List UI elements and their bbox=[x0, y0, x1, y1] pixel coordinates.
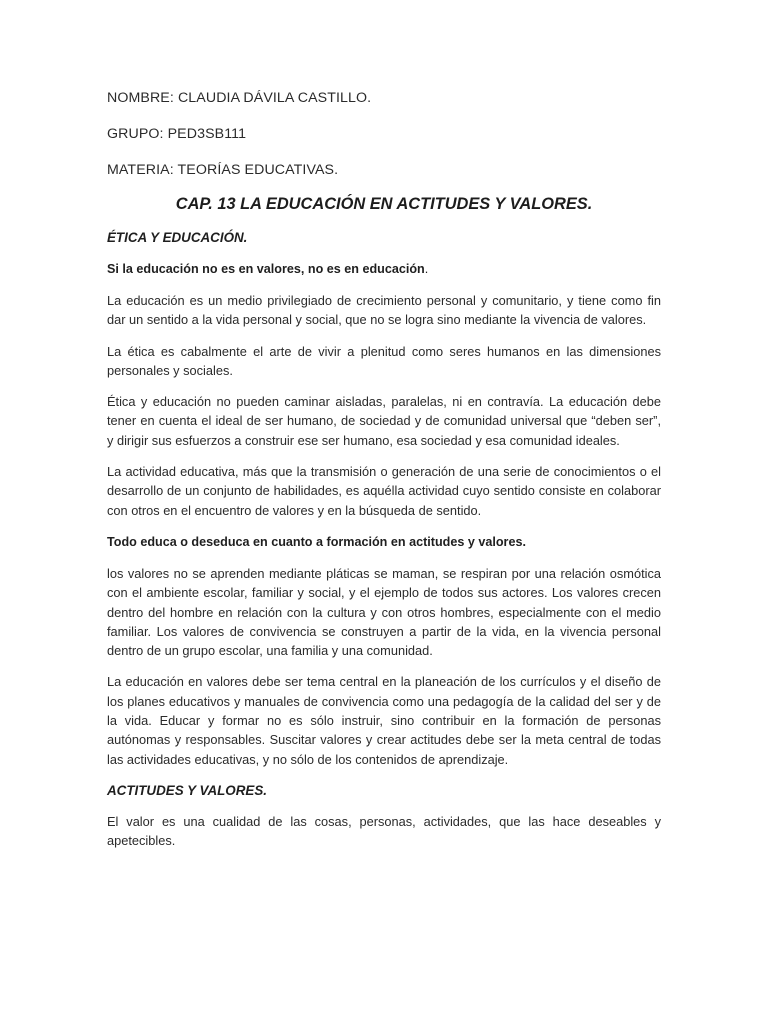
section-heading-etica: ÉTICA Y EDUCACIÓN. bbox=[107, 230, 248, 245]
paragraph-3: Ética y educación no pueden caminar aisladas, paralelas, ni en contravía. La educación debe tener en cuenta el ideal de ser humano, de sociedad y de comunidad universal que “deben ser”, y dirigir sus esfuerzos a construir ese ser humano, esa sociedad y esa comunidad ideales. bbox=[107, 394, 661, 448]
document-body bbox=[107, 88, 661, 863]
lead-statement bbox=[107, 259, 661, 279]
student-name: NOMBRE: CLAUDIA DÁVILA CASTILLO. bbox=[107, 90, 372, 106]
paragraph-2: La ética es cabalmente el arte de vivir a plenitud como seres humanos en las dimensiones personales y sociales. bbox=[107, 343, 661, 378]
lead-statement-2: Todo educa o deseduca en cuanto a formación en actitudes y valores. bbox=[107, 534, 526, 549]
paragraph-6: La educación en valores debe ser tema central en la planeación de los currículos y el diseño de los planes educativos y manuales de convivencia como una pedagogía de la calidad del ser y de la vida. Educar y formar no es sólo instruir, sino contribuir en la formación de personas autónomas y responsables. Suscitar valores y crear actitudes debe ser la meta central de todas las actividades educativas, y no sólo de los contenidos de aprendizaje. bbox=[107, 674, 661, 767]
section-heading-actitudes: ACTITUDES Y VALORES. bbox=[107, 782, 267, 798]
paragraph-4: La actividad educativa, más que la transmisión o generación de una serie de conocimientos o el desarrollo de un conjunto de habilidades, es aquélla actividad cuyo sentido consiste en colaborar con otros en el encuentro de valores y en la búsqueda de sentido. bbox=[107, 464, 661, 518]
lead-statement-period: . bbox=[424, 262, 429, 276]
paragraph-7: El valor es una cualidad de las cosas, personas, actividades, que las hace deseables y apetecibles. bbox=[107, 813, 661, 849]
subject-name: MATERIA: TEORÍAS EDUCATIVAS. bbox=[107, 162, 339, 178]
lead-statement-text: Si la educación no es en valores, no es en educación bbox=[107, 262, 425, 276]
paragraph-5: los valores no se aprenden mediante pláticas se maman, se respiran por una relación osmótica con el ambiente escolar, familiar y social, y el ejemplo de todos sus actores. Los valores crecen dentro del hombre en relación con la cultura y con otros hombres, especialmente con el medio familiar. Los valores de convivencia se construyen a partir de la vida, en la vivencia personal dentro de un grupo escolar, una familia y una comunidad. bbox=[107, 565, 661, 659]
chapter-title: CAP. 13 LA EDUCACIÓN EN ACTITUDES Y VALORES. bbox=[175, 195, 593, 213]
student-group: GRUPO: PED3SB111 bbox=[107, 126, 247, 142]
paragraph-1: La educación es un medio privilegiado de crecimiento personal y comunitario, y tiene como fin dar un sentido a la vida personal y social, que no se logra sino mediante la vivencia de valores. bbox=[107, 293, 661, 328]
